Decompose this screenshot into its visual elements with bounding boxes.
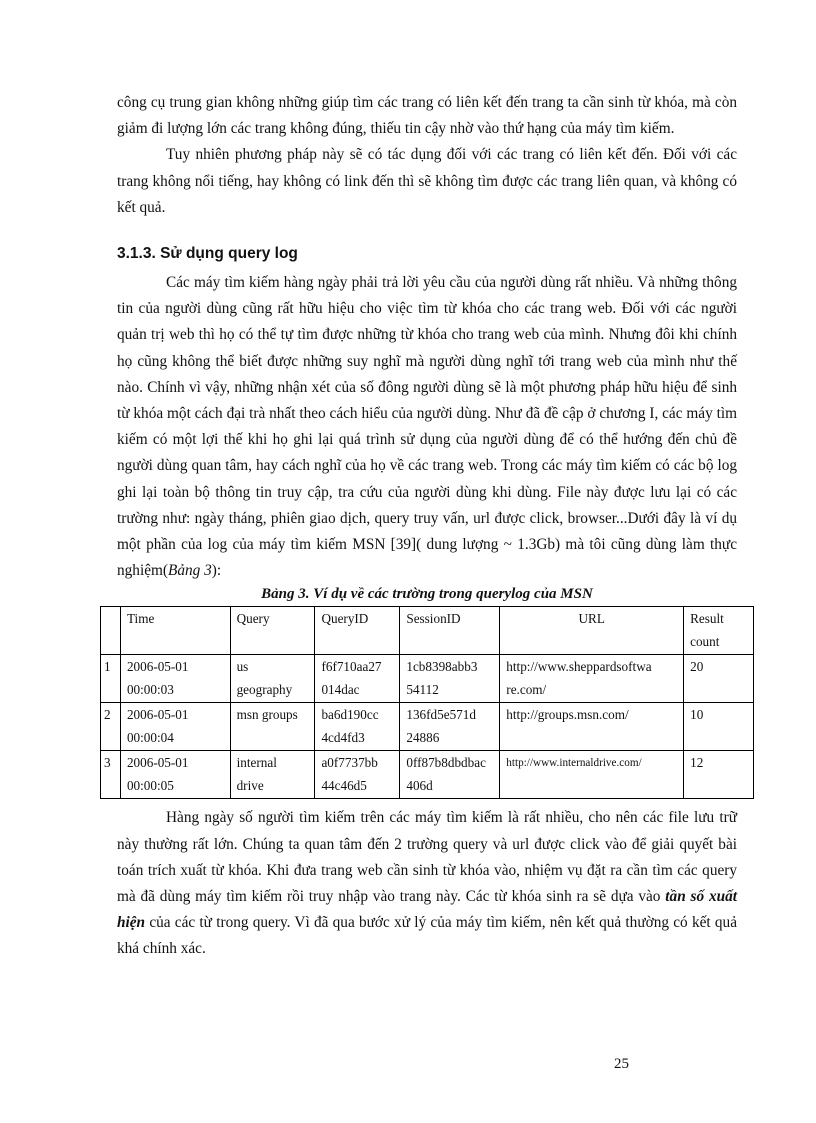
paragraph-3-text: Các máy tìm kiếm hàng ngày phải trả lời yêu cầu của người dùng rất nhiều. Và những thông tin của người dùng cũng rất hữu hiệu cho việc tìm từ khóa cho các trang web. Đối với các người quản trị web thì họ có thể tự tìm được những từ khóa cho trang web của mình. Nhưng đôi khi chính họ cũng không thể biết được những suy nghĩ mà người dùng nghĩ tới trang web của mình như thế nào. Chính vì vậy, những nhận xét của số đông người dùng sẽ là một phương pháp hữu hiệu để sinh từ khóa một cách đại trà nhất theo cách hiểu của người dùng. Như đã đề cập ở chương I, các máy tìm kiếm có một lợi thế khi họ ghi lại quá trình sử dụng của người dùng để có thể hướng đến chủ đề người dùng quan tâm, hay cách nghĩ của họ về các trang web. Trong các máy tìm kiếm có các bộ log ghi lại toàn bộ thông tin truy cập, tra cứu của người dùng khi dùng. File này được lưu lại có các trường như: ngày tháng, phiên giao dịch, query truy vấn, url được click, browser...Dưới đây là ví dụ một phần của log của máy tìm kiếm MSN [39]( dung lượng ~ 1.3Gb) mà tôi cũng dùng làm thực nghiệm( bbox=[117, 274, 737, 580]
querylog-table bbox=[100, 606, 754, 799]
table-row bbox=[101, 703, 754, 751]
header-url: URL bbox=[500, 607, 684, 655]
cell-url bbox=[500, 703, 684, 751]
cell-time-date: 2006-05-01 bbox=[126, 755, 189, 771]
cell-url bbox=[500, 751, 684, 799]
cell-queryid-line-2: 4cd4fd3 bbox=[321, 729, 365, 745]
cell-queryid-line-1: ba6d190cc bbox=[321, 707, 379, 723]
cell-result-count: 10 bbox=[684, 703, 754, 751]
emphasis-term: tần số xuất hiện bbox=[117, 888, 738, 932]
cell-queryid-line-2: 014dac bbox=[321, 681, 360, 697]
cell-index: 3 bbox=[101, 751, 121, 799]
cell-sessionid-line-1: 136fd5e571d bbox=[406, 707, 476, 723]
cell-query-line-2: drive bbox=[236, 777, 264, 793]
cell-result-count: 12 bbox=[684, 751, 754, 799]
paragraph-1: công cụ trung gian không những giúp tìm các trang có liên kết đến trang ta cần sinh từ khóa, mà còn giảm đi lượng lớn các trang không đúng, thiếu tin cậy nhờ vào thứ hạng của máy tìm kiếm. bbox=[117, 94, 737, 138]
cell-queryid bbox=[315, 703, 400, 751]
cell-sessionid-line-2: 24886 bbox=[406, 729, 440, 745]
cell-time-date: 2006-05-01 bbox=[126, 659, 189, 675]
table-header-row bbox=[101, 607, 754, 655]
table-row bbox=[101, 751, 754, 799]
cell-sessionid-line-1: 1cb8398abb3 bbox=[406, 659, 478, 675]
cell-query-line-1: internal bbox=[236, 755, 277, 771]
cell-sessionid-line-2: 54112 bbox=[406, 681, 439, 697]
paragraph-3 bbox=[117, 270, 737, 584]
paragraph-2: Tuy nhiên phương pháp này sẽ có tác dụng đối với các trang có liên kết đến. Đối với các trang không nổi tiếng, hay không có link đến thì sẽ không tìm được các trang liên quan, và không có kết quả. bbox=[117, 146, 737, 216]
table-reference: Bảng 3 bbox=[167, 562, 212, 580]
cell-url-line-1: http://groups.msn.com/ bbox=[506, 707, 629, 723]
cell-queryid bbox=[315, 751, 400, 799]
cell-url bbox=[500, 655, 684, 703]
cell-index: 2 bbox=[101, 703, 121, 751]
table-row bbox=[101, 655, 754, 703]
cell-sessionid bbox=[400, 655, 500, 703]
cell-time-clock: 00:00:04 bbox=[126, 729, 174, 745]
paragraph-3-end: ): bbox=[211, 562, 222, 580]
cell-time-date: 2006-05-01 bbox=[126, 707, 189, 723]
cell-query-line-1: msn groups bbox=[236, 707, 298, 723]
header-sessionid: SessionID bbox=[400, 607, 500, 655]
header-result-count: Result count bbox=[684, 607, 754, 655]
header-query: Query bbox=[230, 607, 315, 655]
cell-query-line-1: us bbox=[236, 659, 249, 675]
header-time: Time bbox=[120, 607, 230, 655]
cell-sessionid-line-1: 0ff87b8dbdbac bbox=[406, 755, 486, 771]
cell-index: 1 bbox=[101, 655, 121, 703]
cell-queryid-line-1: a0f7737bb bbox=[321, 755, 378, 771]
paragraph-4-text-a: Hàng ngày số người tìm kiếm trên các máy tìm kiếm là rất nhiều, cho nên các file lưu trữ này thường rất lớn. Chúng ta quan tâm đến 2 trường query và url được click vào để giải quyết bài toán trích xuất từ khóa. Khi đưa trang web cần sinh từ khóa vào, nhiệm vụ đặt ra cần tìm các query mà đã dùng máy tìm kiếm rồi truy nhập vào trang này. Các từ khóa sinh ra sẽ dựa vào bbox=[117, 809, 737, 906]
cell-sessionid-line-2: 406d bbox=[406, 777, 433, 793]
header-queryid: QueryID bbox=[315, 607, 400, 655]
cell-url-line-1: http://www.sheppardsoftwa bbox=[506, 659, 652, 675]
document-page bbox=[104, 90, 738, 963]
paragraph-4 bbox=[117, 805, 737, 962]
cell-query bbox=[230, 703, 315, 751]
cell-query-line-2: geography bbox=[236, 681, 293, 697]
cell-queryid-line-2: 44c46d5 bbox=[321, 777, 367, 793]
cell-queryid bbox=[315, 655, 400, 703]
cell-sessionid bbox=[400, 703, 500, 751]
cell-time-clock: 00:00:03 bbox=[126, 681, 174, 697]
page-number: 25 bbox=[614, 1056, 629, 1072]
section-heading: 3.1.3. Sử dụng query log bbox=[117, 245, 298, 263]
cell-queryid-line-1: f6f710aa27 bbox=[321, 659, 382, 675]
paragraph-4-text-b: của các từ trong query. Vì đã qua bước xử lý của máy tìm kiếm, nên kết quả thường có kết quả khá chính xác. bbox=[117, 914, 737, 958]
cell-url-line-1: http://www.internaldrive.com/ bbox=[506, 757, 642, 770]
cell-query bbox=[230, 655, 315, 703]
cell-time-clock: 00:00:05 bbox=[126, 777, 174, 793]
header-index bbox=[101, 607, 121, 655]
cell-time bbox=[120, 751, 230, 799]
cell-time bbox=[120, 655, 230, 703]
cell-sessionid bbox=[400, 751, 500, 799]
table-caption: Bảng 3. Ví dụ về các trường trong querylog của MSN bbox=[261, 586, 593, 603]
cell-time bbox=[120, 703, 230, 751]
cell-url-line-2: re.com/ bbox=[506, 681, 547, 697]
cell-result-count: 20 bbox=[684, 655, 754, 703]
cell-query bbox=[230, 751, 315, 799]
